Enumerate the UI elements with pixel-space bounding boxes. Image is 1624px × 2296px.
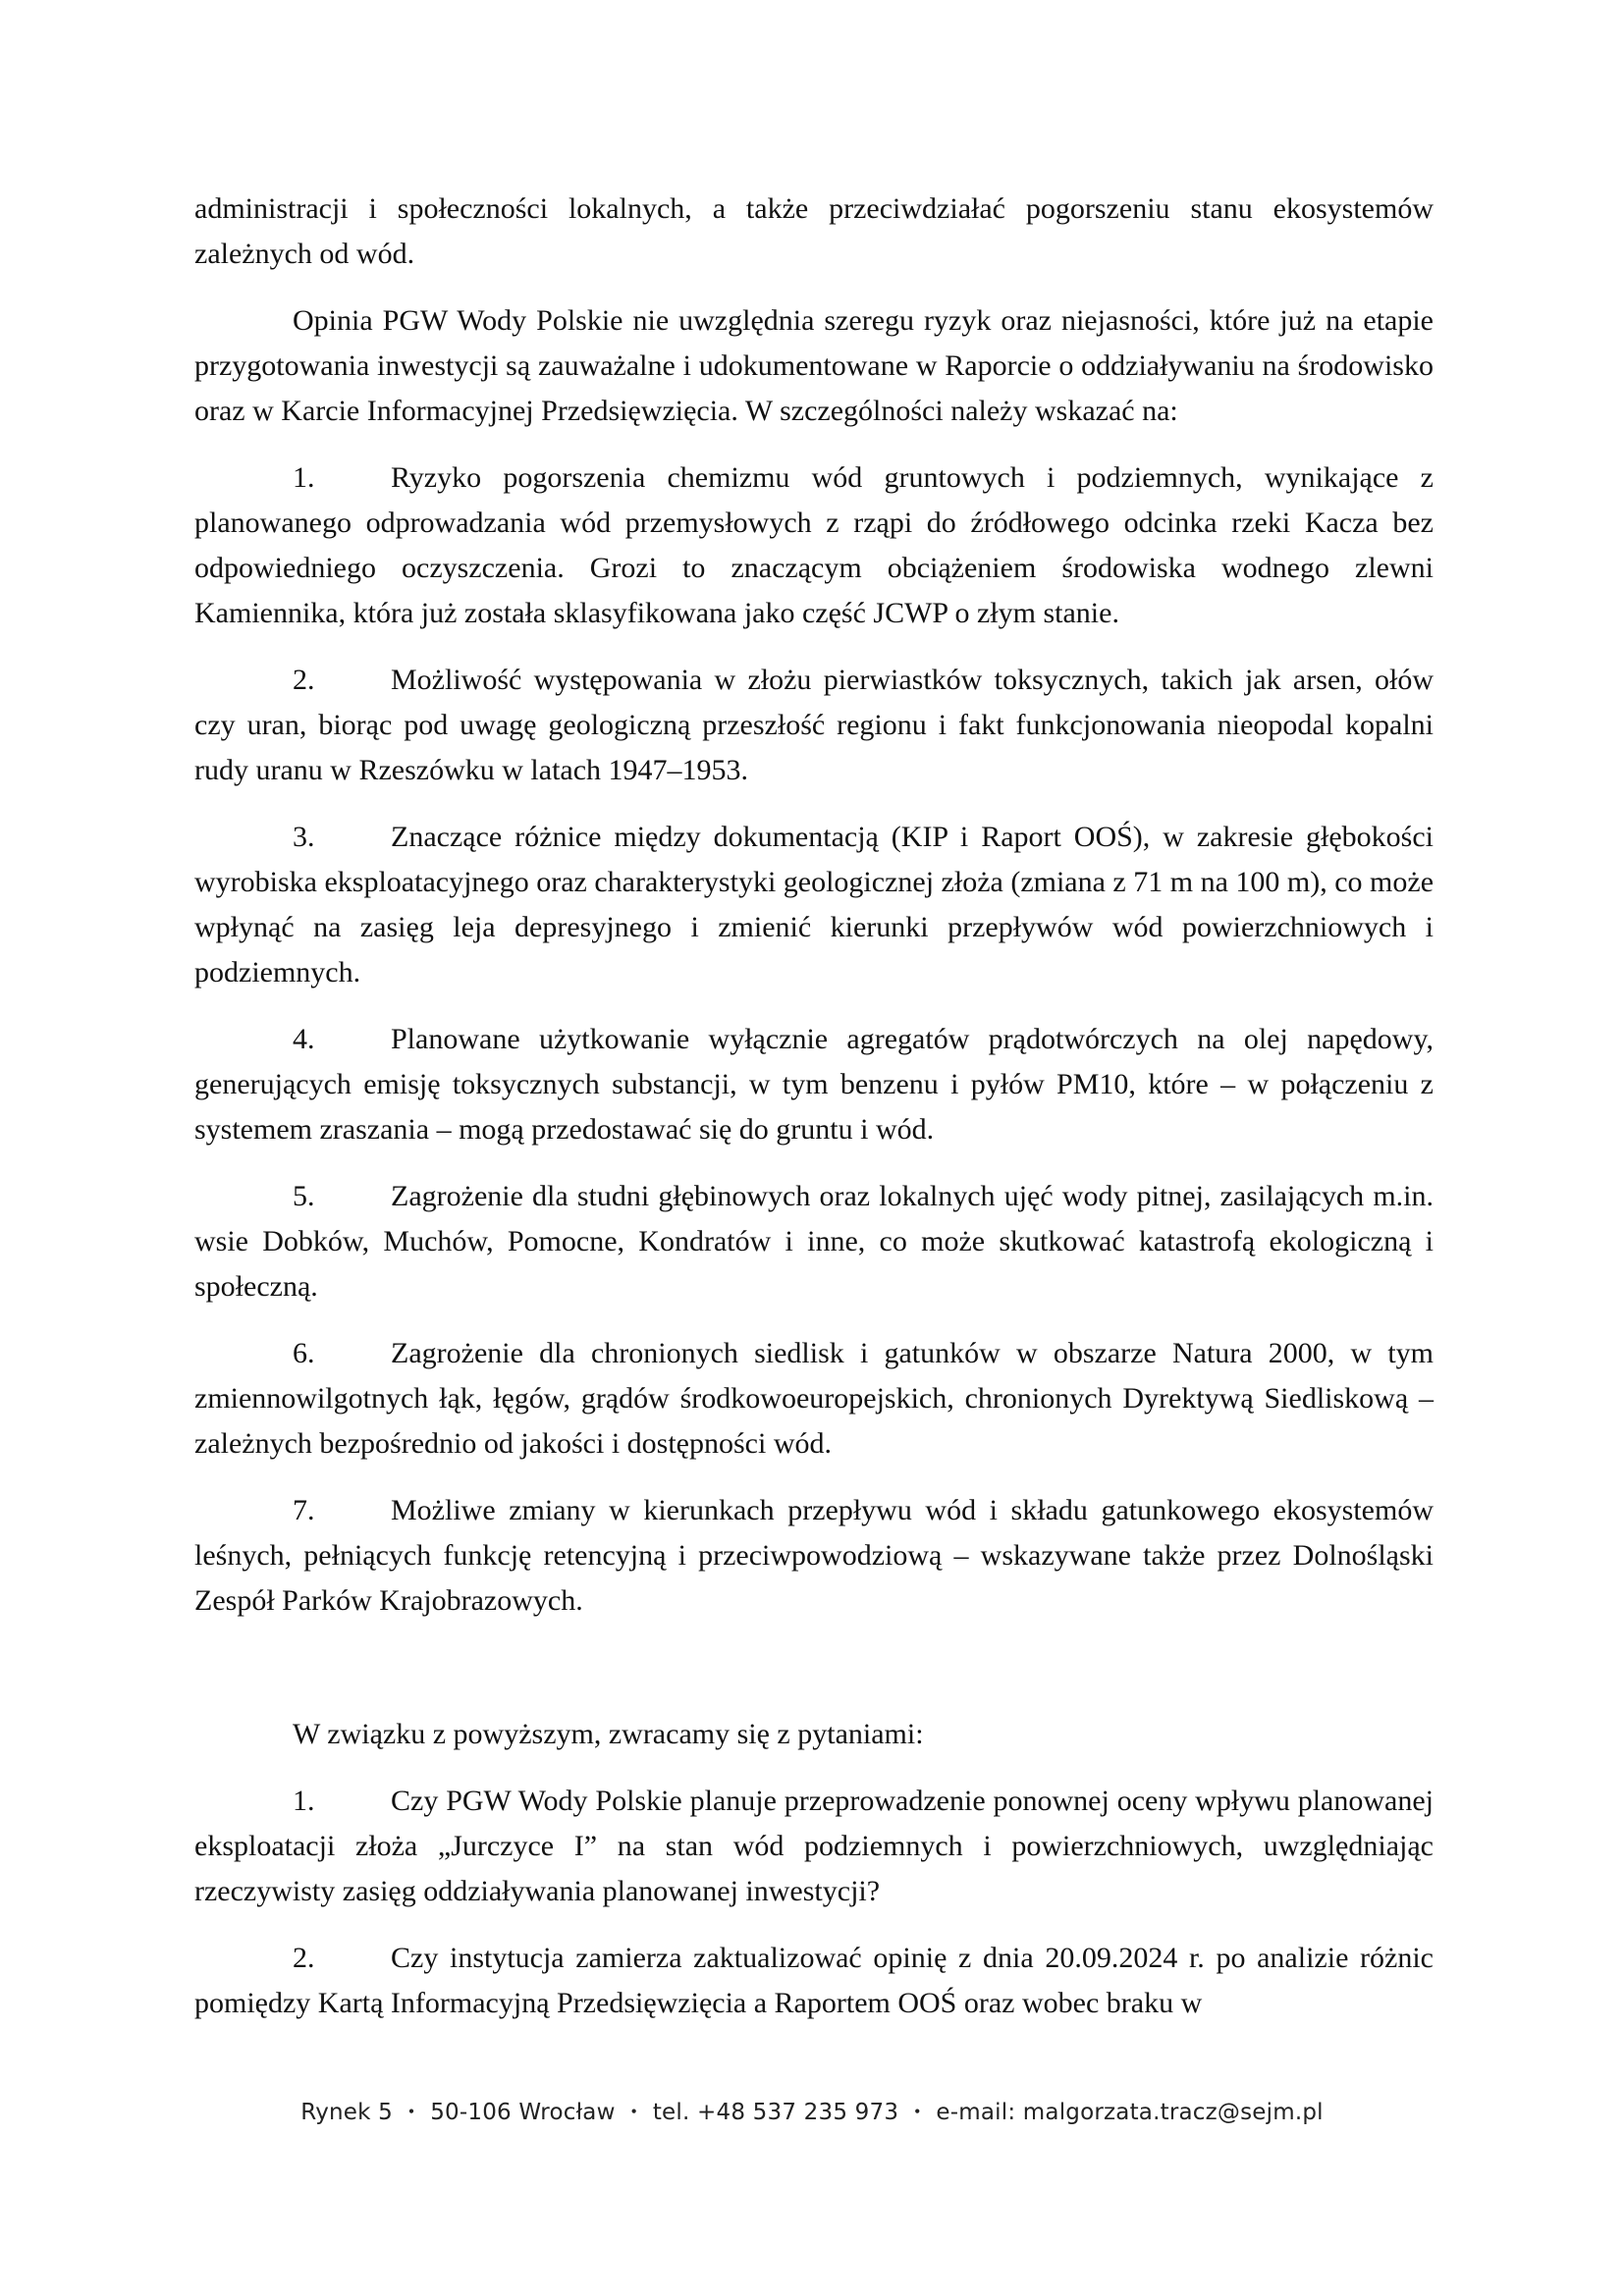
- risk-item-5: [194, 1174, 1434, 1309]
- opinion-paragraph: Opinia PGW Wody Polskie nie uwzględnia szeregu ryzyk oraz niejasności, które już na etapie przygotowania inwestycji są zauważalne i udokumentowane w Raporcie o oddziaływaniu na środowisko oraz w Karcie Informacyjnej Przedsięwzięcia. W szczególności należy wskazać na:: [194, 304, 1434, 427]
- risk-text: Możliwość występowania w złożu pierwiastków toksycznych, takich jak arsen, ołów czy uran, biorąc pod uwagę geologiczną przeszłość regionu i fakt funkcjonowania nieopodal kopalni rudy uranu w Rzeszówku w latach 1947–1953.: [194, 664, 1434, 786]
- question-text: Czy instytucja zamierza zaktualizować opinię z dnia 20.09.2024 r. po analizie różnic pomiędzy Kartą Informacyjną Przedsięwzięcia a Raportem OOŚ oraz wobec braku w: [194, 1942, 1434, 2019]
- risk-text: Zagrożenie dla chronionych siedlisk i gatunków w obszarze Natura 2000, w tym zmiennowilgotnych łąk, łęgów, grądów środkowoeuropejskich, chronionych Dyrektywą Siedliskową – zależnych bezpośrednio od jakości i dostępności wód.: [194, 1337, 1434, 1460]
- document-body: [194, 187, 1434, 2048]
- question-item-1: [194, 1779, 1434, 1914]
- question-number: 1.: [293, 1785, 315, 1817]
- risk-item-6: [194, 1331, 1434, 1467]
- risk-number: 5.: [293, 1180, 315, 1212]
- risk-number: 7.: [293, 1494, 315, 1526]
- risk-item-2: [194, 658, 1434, 793]
- risk-text: Zagrożenie dla studni głębinowych oraz lokalnych ujęć wody pitnej, zasilających m.in. wsie Dobków, Muchów, Pomocne, Kondratów i inne, co może skutkować katastrofą ekologiczną i społeczną.: [194, 1180, 1434, 1303]
- risk-number: 4.: [293, 1023, 315, 1055]
- risk-item-1: [194, 455, 1434, 636]
- risk-text: Ryzyko pogorszenia chemizmu wód gruntowych i podziemnych, wynikające z planowanego odprowadzania wód przemysłowych z rząpi do źródłowego odcinka rzeki Kacza bez odpowiedniego oczyszczenia. Grozi to znaczącym obciążeniem środowiska wodnego zlewni Kamiennika, która już została sklasyfikowana jako część JCWP o złym stanie.: [194, 461, 1434, 629]
- questions-intro: W związku z powyższym, zwracamy się z pytaniami:: [293, 1718, 924, 1750]
- page-footer: Rynek 5 ・ 50-106 Wrocław ・ tel. +48 537 235 973 ・ e-mail: malgorzata.tracz@sejm.pl: [300, 2100, 1324, 2125]
- risk-number: 6.: [293, 1337, 315, 1369]
- risk-item-4: [194, 1017, 1434, 1152]
- question-number: 2.: [293, 1942, 315, 1974]
- risk-item-7: [194, 1488, 1434, 1624]
- risk-number: 1.: [293, 461, 315, 494]
- question-item-2: [194, 1936, 1434, 2026]
- question-text: Czy PGW Wody Polskie planuje przeprowadzenie ponownej oceny wpływu planowanej eksploatacji złoża „Jurczyce I” na stan wód podziemnych i powierzchniowych, uwzględniając rzeczywisty zasięg oddziaływania planowanej inwestycji?: [194, 1785, 1434, 1907]
- risk-number: 3.: [293, 821, 315, 853]
- intro-continuation: administracji i społeczności lokalnych, a także przeciwdziałać pogorszeniu stanu ekosystemów zależnych od wód.: [194, 192, 1434, 270]
- risk-text: Planowane użytkowanie wyłącznie agregatów prądotwórczych na olej napędowy, generujących emisję toksycznych substancji, w tym benzenu i pyłów PM10, które – w połączeniu z systemem zraszania – mogą przedostawać się do gruntu i wód.: [194, 1023, 1434, 1146]
- risk-item-3: [194, 815, 1434, 995]
- section-spacer: [194, 1645, 1434, 1712]
- risk-text: Możliwe zmiany w kierunkach przepływu wód i składu gatunkowego ekosystemów leśnych, pełniących funkcję retencyjną i przeciwpowodziową – wskazywane także przez Dolnośląski Zespół Parków Krajobrazowych.: [194, 1494, 1434, 1617]
- risk-number: 2.: [293, 664, 315, 696]
- risk-text: Znaczące różnice między dokumentacją (KIP i Raport OOŚ), w zakresie głębokości wyrobiska eksploatacyjnego oraz charakterystyki geologicznej złoża (zmiana z 71 m na 100 m), co może wpłynąć na zasięg leja depresyjnego i zmienić kierunki przepływów wód powierzchniowych i podziemnych.: [194, 821, 1435, 988]
